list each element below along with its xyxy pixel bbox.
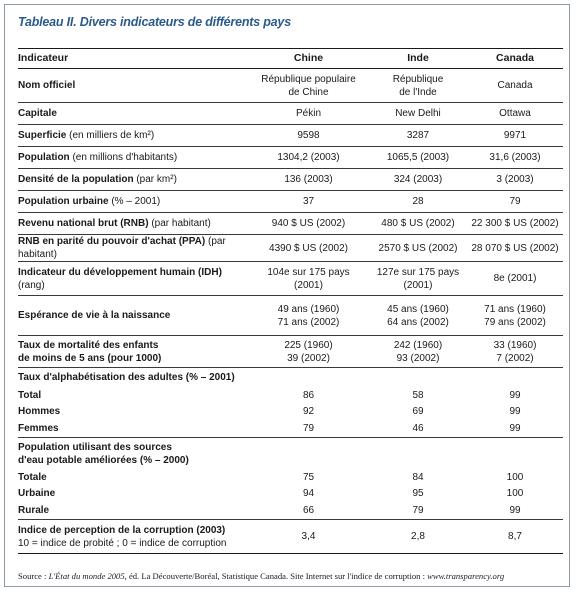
cell-line: 39 (2002): [287, 352, 330, 364]
row-label: Espérance de vie à la naissance: [18, 310, 171, 321]
cell-india: 324 (2003): [393, 174, 443, 185]
table-row: [18, 404, 563, 420]
table-row: [18, 191, 563, 213]
cell-china: 136 (2003): [284, 174, 333, 185]
cell-india: 79: [412, 504, 424, 516]
cell-line: 127e sur 175 pays: [376, 266, 460, 278]
cell-india: 46: [412, 422, 424, 434]
row-label-unit: (en milliers de km²): [66, 130, 155, 141]
cell-india: 480 $ US (2002): [381, 218, 455, 229]
cell-canada: 9971: [503, 130, 527, 141]
source-text: , éd. La Découverte/Boréal, Statistique Canada. Site Internet sur l'indice de corruption :: [124, 571, 428, 581]
row-label-main: Indicateur du développement humain (IDH): [18, 266, 222, 278]
row-label-unit: (par habitant): [148, 218, 211, 229]
subrow-label: Rurale: [18, 504, 50, 516]
subrow-label: Totale: [18, 472, 47, 483]
cell-china: 92: [302, 406, 315, 417]
cell-canada: 31,6 (2003): [489, 152, 541, 163]
cell-line: 71 ans (2002): [277, 316, 340, 328]
cell-line: de Chine: [288, 86, 329, 98]
subrow-label: Urbaine: [18, 488, 56, 499]
cell-canada: 3 (2003): [496, 174, 534, 185]
section-heading-row: [18, 368, 563, 388]
table-row: [18, 147, 563, 169]
cell-line: 225 (1960): [284, 339, 333, 351]
section-heading-line: Population utilisant des sources: [18, 441, 172, 453]
cell-india: 2,8: [411, 531, 425, 542]
row-label-main: RNB en parité du pouvoir d'achat (PPA): [18, 236, 206, 247]
section-heading-row: [18, 438, 563, 470]
source-url: www.transparency.org: [427, 571, 505, 581]
table-row: [18, 470, 563, 486]
row-label: [18, 147, 248, 169]
cell-india: 2570 $ US (2002): [378, 242, 458, 254]
table-row: [18, 213, 563, 235]
row-label: [18, 262, 248, 296]
row-label: [18, 213, 248, 235]
cell-canada: 99: [509, 390, 521, 401]
cell-line: de l'Inde: [399, 86, 437, 98]
cell-china: 940 $ US (2002): [271, 218, 346, 229]
row-label-note: 10 = indice de probité ; 0 = indice de corruption: [18, 537, 227, 549]
table-row: [18, 69, 563, 103]
cell-china: 9598: [297, 130, 320, 141]
table-title: Tableau II. Divers indicateurs de différents pays: [18, 15, 291, 29]
header-india: Inde: [407, 52, 429, 64]
cell-india: 84: [412, 472, 424, 483]
table-row: [18, 388, 563, 404]
row-label-main: Revenu national brut (RNB): [18, 218, 149, 229]
cell-canada: 100: [506, 488, 524, 499]
cell-line: 64 ans (2002): [387, 316, 449, 328]
row-label-unit: (par habitant): [18, 236, 226, 260]
table-frame: [4, 4, 570, 587]
cell-india: 58: [412, 390, 424, 401]
cell-canada: 99: [509, 504, 521, 516]
cell-china: [248, 69, 369, 103]
row-label: [18, 235, 248, 262]
cell-canada: 8,7: [508, 531, 522, 542]
cell-canada: 28 070 $ US (2002): [471, 242, 559, 254]
table-row: [18, 520, 563, 554]
cell-india: 95: [412, 488, 424, 499]
source-prefix: Source :: [18, 571, 49, 581]
subrow-label: Femmes: [18, 422, 59, 434]
table-row: [18, 235, 563, 262]
subrow-label: Hommes: [18, 406, 61, 417]
section-heading: [18, 438, 563, 470]
cell-china: 3,4: [301, 531, 316, 542]
cell-line: 49 ans (1960): [277, 303, 340, 315]
cell-line: 45 ans (1960): [387, 303, 449, 315]
cell-line: République populaire: [261, 73, 356, 85]
row-label: Capitale: [18, 108, 57, 119]
table-row: [18, 502, 563, 520]
cell-line: (2001): [294, 279, 323, 291]
row-label-main: Population: [18, 152, 70, 163]
row-label-unit: (par km²): [133, 174, 177, 185]
cell-line: 93 (2002): [396, 352, 440, 364]
cell-canada: Ottawa: [499, 108, 531, 119]
cell-india: [369, 336, 467, 368]
row-label-unit: (% – 2001): [108, 196, 161, 207]
cell-china: 75: [302, 472, 315, 483]
table-row: [18, 296, 563, 336]
cell-india: 3287: [406, 130, 430, 141]
row-label-line: Indice de perception de la corruption (2003): [18, 524, 226, 536]
row-label-line: Taux de mortalité des enfants: [18, 339, 159, 351]
indicators-table: [18, 48, 563, 554]
table-row: [18, 336, 563, 368]
section-heading: Taux d'alphabétisation des adultes (% – 2001): [18, 372, 235, 384]
table-row: [18, 262, 563, 296]
cell-china: 4390 $ US (2002): [269, 242, 348, 254]
header-china: Chine: [293, 52, 324, 64]
table-row: [18, 125, 563, 147]
cell-india: 28: [412, 196, 424, 207]
cell-china: 79: [302, 422, 315, 434]
cell-canada: [467, 296, 563, 336]
cell-line: 104e sur 175 pays: [267, 266, 350, 278]
cell-line: 7 (2002): [496, 352, 534, 364]
row-label-unit: (rang): [18, 279, 45, 291]
cell-line: 71 ans (1960): [484, 303, 546, 315]
source-book: L'État du monde 2005: [48, 571, 125, 581]
subrow-label: Total: [18, 390, 42, 401]
row-label: Nom officiel: [18, 80, 76, 91]
cell-china: Pékin: [295, 108, 321, 119]
table-row: [18, 169, 563, 191]
cell-canada: 99: [509, 406, 521, 417]
cell-india: New Delhi: [395, 108, 441, 119]
cell-canada: 79: [509, 196, 521, 207]
row-label-main: Superficie: [18, 130, 67, 141]
cell-china: 94: [302, 488, 315, 499]
row-label: [18, 191, 248, 213]
cell-india: [369, 69, 467, 103]
cell-canada: 99: [509, 422, 521, 434]
cell-china: 37: [302, 196, 315, 207]
cell-china: 66: [302, 504, 315, 516]
source-note: [18, 571, 504, 581]
section-heading-line: d'eau potable améliorées (% – 2000): [18, 454, 189, 466]
cell-line: République: [392, 73, 444, 85]
cell-line: (2001): [403, 279, 433, 291]
cell-india: [369, 262, 467, 296]
row-label: [18, 336, 248, 368]
table-header-row: [18, 49, 563, 69]
cell-canada: 100: [506, 472, 524, 483]
cell-india: 1065,5 (2003): [386, 152, 450, 163]
cell-canada: 8e (2001): [493, 273, 537, 284]
cell-china: [248, 336, 369, 368]
cell-line: 242 (1960): [393, 339, 443, 351]
row-label-unit: (en millions d'habitants): [69, 152, 178, 163]
row-label-main: Densité de la population: [18, 174, 134, 185]
row-label: [18, 125, 248, 147]
cell-line: 79 ans (2002): [484, 316, 546, 328]
cell-china: [248, 296, 369, 336]
cell-canada: 22 300 $ US (2002): [471, 218, 559, 229]
row-label: [18, 520, 248, 554]
header-indicator: Indicateur: [18, 52, 69, 64]
cell-canada: [467, 336, 563, 368]
table-row: [18, 486, 563, 502]
cell-china: 1304,2 (2003): [277, 152, 340, 163]
cell-canada: Canada: [497, 80, 533, 91]
cell-china: [248, 262, 369, 296]
header-canada: Canada: [496, 52, 534, 64]
row-label: [18, 169, 248, 191]
cell-india: 69: [412, 406, 424, 417]
cell-china: 86: [302, 390, 315, 401]
cell-line: 33 (1960): [493, 339, 537, 351]
cell-india: [369, 296, 467, 336]
row-label-main: Population urbaine: [18, 196, 109, 207]
row-label-line: de moins de 5 ans (pour 1000): [18, 352, 162, 364]
table-row: [18, 103, 563, 125]
table-row: [18, 420, 563, 438]
